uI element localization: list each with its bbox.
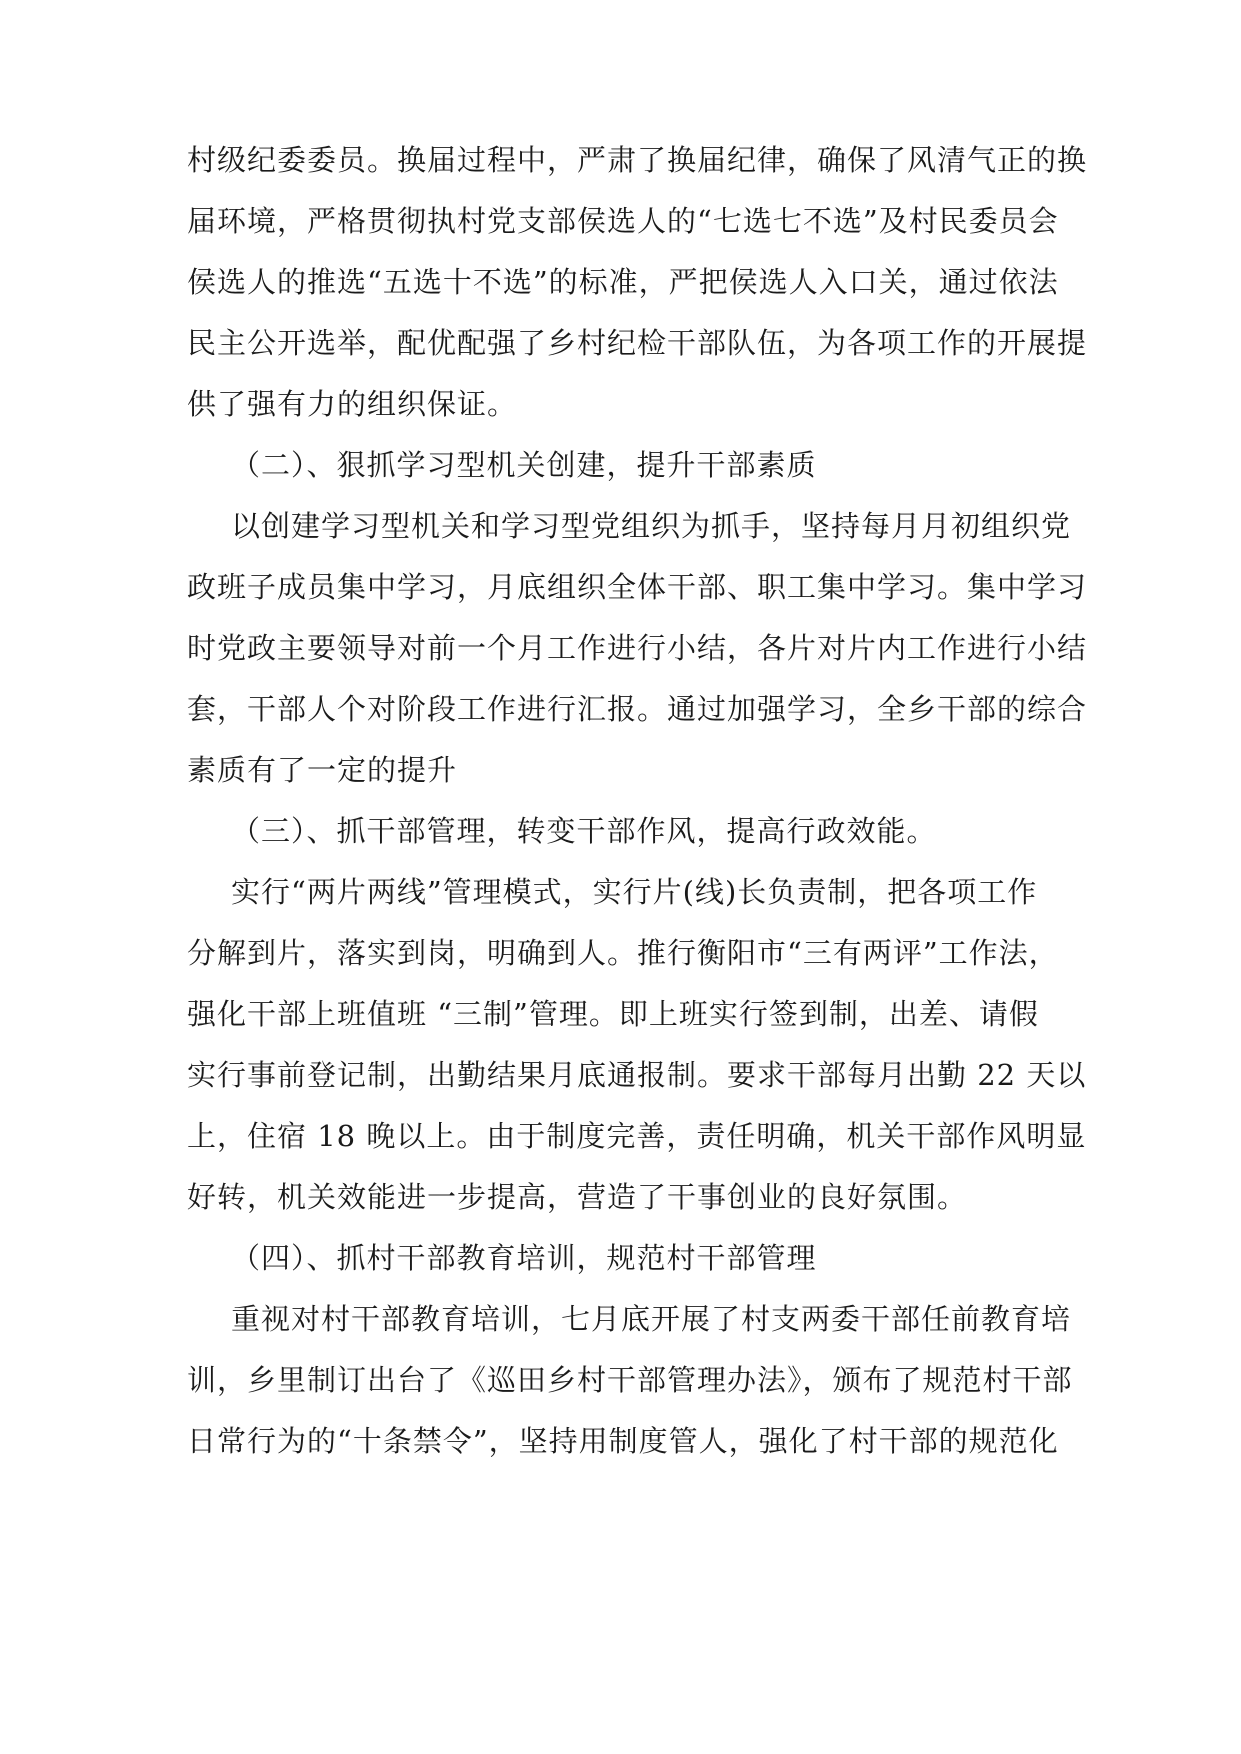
- text-line: 套，干部人个对阶段工作进行汇报。通过加强学习，全乡干部的综合: [187, 692, 1088, 726]
- text-line: 素质有了一定的提升: [187, 753, 458, 787]
- text-line: 供了强有力的组织保证。: [187, 387, 518, 421]
- text-line: 时党政主要领导对前一个月工作进行小结，各片对片内工作进行小结: [187, 631, 1088, 665]
- text-line: 好转，机关效能进一步提高，营造了干事创业的良好氛围。: [187, 1180, 968, 1214]
- text-line: 以创建学习型机关和学习型党组织为抓手，坚持每月月初组织党: [231, 509, 1072, 543]
- text-line: 民主公开选举，配优配强了乡村纪检干部队伍，为各项工作的开展提: [187, 326, 1088, 360]
- text-line: 实行事前登记制，出勤结果月底通报制。要求干部每月出勤 22 天以: [187, 1058, 1087, 1092]
- text-line: 强化干部上班值班 “三制”管理。即上班实行签到制，出差、请假: [187, 997, 1039, 1031]
- text-line: 重视对村干部教育培训，七月底开展了村支两委干部任前教育培: [231, 1302, 1072, 1336]
- text-line: 训，乡里制订出台了《巡田乡村干部管理办法》，颁布了规范村干部: [187, 1363, 1073, 1397]
- text-line: 村级纪委委员。换届过程中，严肃了换届纪律，确保了风清气正的换: [187, 143, 1088, 177]
- section-heading: （四）、抓村干部教育培训，规范村干部管理: [231, 1241, 817, 1275]
- text-line: 实行“两片两线”管理模式，实行片(线)长负责制，把各项工作: [231, 875, 1038, 909]
- text-line: 政班子成员集中学习，月底组织全体干部、职工集中学习。集中学习: [187, 570, 1088, 604]
- section-heading: （二）、狠抓学习型机关创建，提升干部素质: [231, 448, 817, 482]
- text-line: 分解到片，落实到岗，明确到人。推行衡阳市“三有两评”工作法，: [187, 936, 1059, 970]
- section-heading: （三）、抓干部管理，转变干部作风，提高行政效能。: [231, 814, 937, 848]
- text-line: 日常行为的“十条禁令”，坚持用制度管人，强化了村干部的规范化: [187, 1424, 1059, 1458]
- text-line: 侯选人的推选“五选十不选”的标准，严把侯选人入口关，通过依法: [187, 265, 1059, 299]
- text-line: 上，住宿 18 晚以上。由于制度完善，责任明确，机关干部作风明显: [187, 1119, 1087, 1153]
- text-line: 届环境，严格贯彻执村党支部侯选人的“七选七不选”及村民委员会: [187, 204, 1059, 238]
